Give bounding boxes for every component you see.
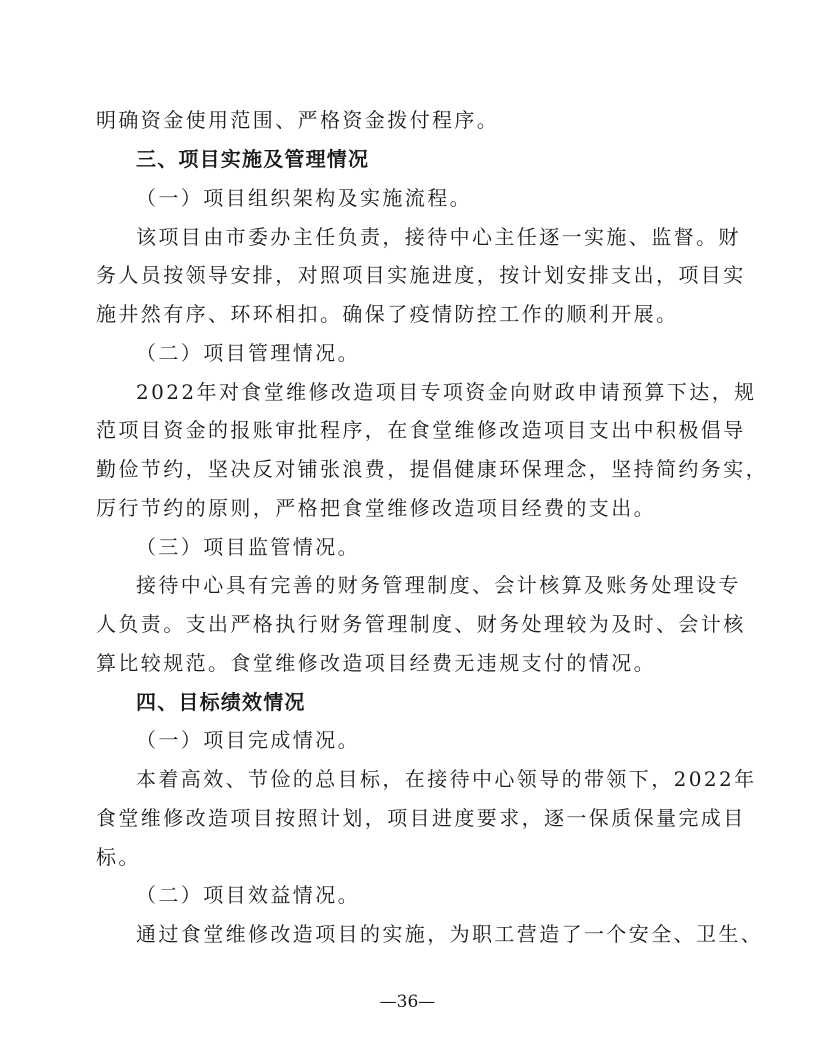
subsection-heading: （二）项目管理情况。 (136, 341, 360, 365)
section-heading-4: 四、目标绩效情况 (136, 690, 306, 714)
paragraph-line: 该项目由市委办主任负责，接待中心主任逐一实施、监督。财 (136, 225, 741, 249)
paragraph-line: 明确资金使用范围、严格资金拨付程序。 (96, 108, 500, 132)
paragraph-line: 施井然有序、环环相扣。确保了疫情防控工作的顺利开展。 (96, 302, 679, 326)
paragraph-line: 厉行节约的原则，严格把食堂维修改造项目经费的支出。 (96, 496, 656, 520)
paragraph-line: 通过食堂维修改造项目的实施，为职工营造了一个安全、卫生、 (136, 922, 764, 946)
page-number: —36— (379, 992, 436, 1012)
paragraph-line: 务人员按领导安排，对照项目实施进度，按计划安排支出，项目实 (96, 263, 746, 287)
paragraph-line: 接待中心具有完善的财务管理制度、会计核算及账务处理设专 (136, 573, 741, 597)
subsection-heading: （一）项目组织架构及实施流程。 (136, 186, 472, 210)
paragraph-line: 算比较规范。食堂维修改造项目经费无违规支付的情况。 (96, 651, 656, 675)
paragraph-line: 食堂维修改造项目按照计划，项目进度要求，逐一保质保量完成目 (96, 806, 746, 830)
paragraph-line: 2022年对食堂维修改造项目专项资金向财政申请预算下达，规 (136, 380, 757, 404)
paragraph-line: 人负责。支出严格执行财务管理制度、财务处理较为及时、会计核 (96, 612, 746, 636)
subsection-heading: （一）项目完成情况。 (136, 728, 360, 752)
subsection-heading: （二）项目效益情况。 (136, 883, 360, 907)
paragraph-line: 勤俭节约，坚决反对铺张浪费，提倡健康环保理念，坚持简约务实， (96, 457, 768, 481)
paragraph-line: 标。 (96, 845, 141, 869)
section-heading-3: 三、项目实施及管理情况 (136, 147, 370, 171)
subsection-heading: （三）项目监管情况。 (136, 535, 360, 559)
paragraph-line: 范项目资金的报账审批程序，在食堂维修改造项目支出中积极倡导 (96, 418, 746, 442)
paragraph-line: 本着高效、节俭的总目标，在接待中心领导的带领下，2022年 (136, 767, 757, 791)
